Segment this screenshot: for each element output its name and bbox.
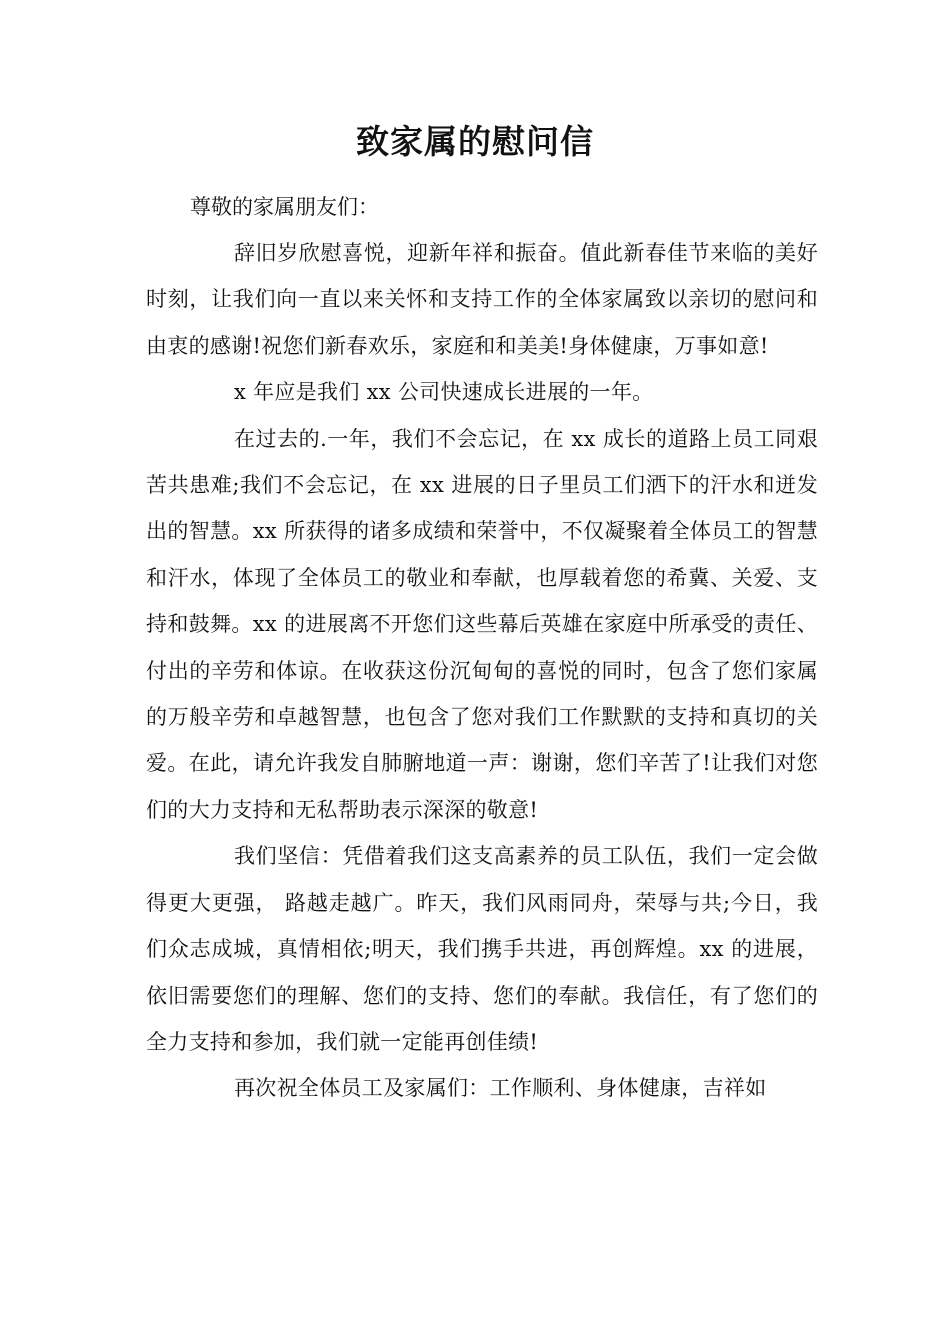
paragraph-confidence: 我们坚信：凭借着我们这支高素养的员工队伍，我们一定会做得更大更强， 路越走越广。昨天，我们风雨同舟，荣辱与共;今日，我们众志成城，真情相依;明天，我们携手共进，再创辉煌。xx 的进展，依旧需要您们的理解、您们的支持、您们的奉献。我信任，有了您们的全力支持和参加，我们就一定能再创佳绩! <box>146 844 818 1054</box>
letter-greeting: 尊敬的家属朋友们： <box>190 195 379 219</box>
paragraph-thanks: 在过去的.一年，我们不会忘记，在 xx 成长的道路上员工同艰苦共患难;我们不会忘记，在 xx 进展的日子里员工们洒下的汗水和迸发出的智慧。xx 所获得的诸多成绩和荣誉中，不仅凝聚着全体员工的智慧和汗水，体现了全体员工的敬业和奉献，也厚载着您的希冀、关爱、支持和鼓舞。xx 的进展离不开您们这些幕后英雄在家庭中所承受的责任、付出的辛劳和体谅。在收获这份沉甸甸的喜悦的同时，包含了您们家属的万般辛劳和卓越智慧，也包含了您对我们工作默默的支持和真切的关爱。在此，请允许我发自肺腑地道一声：谢谢，您们辛苦了!让我们对您们的大力支持和无私帮助表示深深的敬意! <box>146 426 818 822</box>
paragraph-new-year-greeting: 辞旧岁欣慰喜悦，迎新年祥和振奋。值此新春佳节来临的美好时刻，让我们向一直以来关怀和支持工作的全体家属致以亲切的慰问和由衷的感谢!祝您们新春欢乐，家庭和和美美!身体健康，万事如意! <box>146 241 818 358</box>
letter-body <box>146 230 818 1112</box>
letter-title: 致家属的慰问信 <box>356 122 594 161</box>
paragraph-year-summary: x 年应是我们 xx 公司快速成长进展的一年。 <box>234 380 654 405</box>
paragraph-closing-wishes: 再次祝全体员工及家属们：工作顺利、身体健康，吉祥如 <box>234 1076 767 1101</box>
